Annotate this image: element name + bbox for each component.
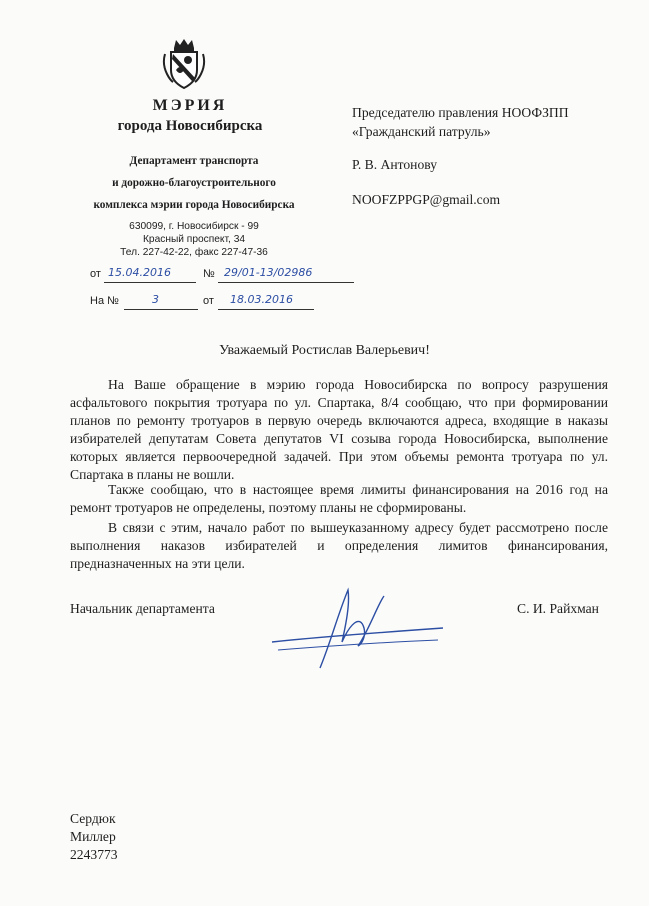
org-title: МЭРИЯ (152, 97, 228, 114)
reply-label: На № (90, 295, 119, 307)
executor-phone: 2243773 (70, 847, 118, 862)
reg-number: 29/01-13/02986 (224, 266, 313, 279)
reply-number: 3 (152, 293, 159, 306)
department-line: комплекса мэрии города Новосибирска (93, 199, 295, 211)
reply-date: 18.03.2016 (230, 293, 293, 306)
reply-date-underline (218, 309, 314, 310)
address-line: Красный проспект, 34 (142, 234, 246, 245)
address-line: 630099, г. Новосибирск - 99 (129, 221, 259, 232)
salutation: Уважаемый Ростислав Валерьевич! (219, 343, 430, 358)
address-line: Тел. 227-42-22, факс 227-47-36 (120, 247, 268, 258)
signatory-name: С. И. Райхман (517, 601, 599, 616)
signatory-position: Начальник департамента (70, 601, 215, 616)
reply-number-underline (124, 309, 198, 310)
org-subtitle: города Новосибирска (117, 118, 263, 134)
addressee-line2: «Гражданский патруль» (352, 124, 491, 139)
addressee-email: NOOFZPPGP@gmail.com (352, 192, 501, 207)
letter-paragraph: На Ваше обращение в мэрию города Новосибирска по вопросу разрушения асфальтового покрытия тротуара по ул. Спартака, 8/4 сообщаю, что при формировании планов по ремонту тротуаров в первую очередь включаются адреса, входящие в наказы избирателей депутатам Совета депутатов VI созыва города Новосибирска, выполнение которых является первоочередной задачей. При этом объемы ремонта тротуара по ул. Спартака в планы не вошли. (70, 377, 608, 482)
executor-line: Сердюк (70, 811, 116, 826)
letter-paragraph: В связи с этим, начало работ по вышеуказанному адресу будет рассмотрено после выполнения наказов избирателей и определения лимитов финансирования, предназначенных на эти цели. (70, 520, 608, 571)
reg-number-underline (218, 282, 354, 283)
addressee-name: Р. В. Антонову (352, 157, 437, 172)
department-line: Департамент транспорта (129, 155, 259, 167)
letter-paragraph: Также сообщаю, что в настоящее время лимиты финансирования на 2016 год на ремонт тротуаров не определены, поэтому планы не сформированы. (70, 482, 608, 515)
city-crest-icon (162, 38, 206, 90)
reg-date: 15.04.2016 (108, 266, 171, 279)
reg-date-underline (104, 282, 196, 283)
addressee-line1: Председателю правления НООФЗПП (352, 105, 569, 120)
reply-from-label: от (203, 295, 214, 307)
reg-from-label: от (90, 268, 101, 280)
department-line: и дорожно-благоустроительного (112, 177, 276, 189)
reg-number-label: № (203, 268, 215, 280)
executor-line: Миллер (70, 829, 116, 844)
handwritten-signature-icon (268, 584, 448, 674)
